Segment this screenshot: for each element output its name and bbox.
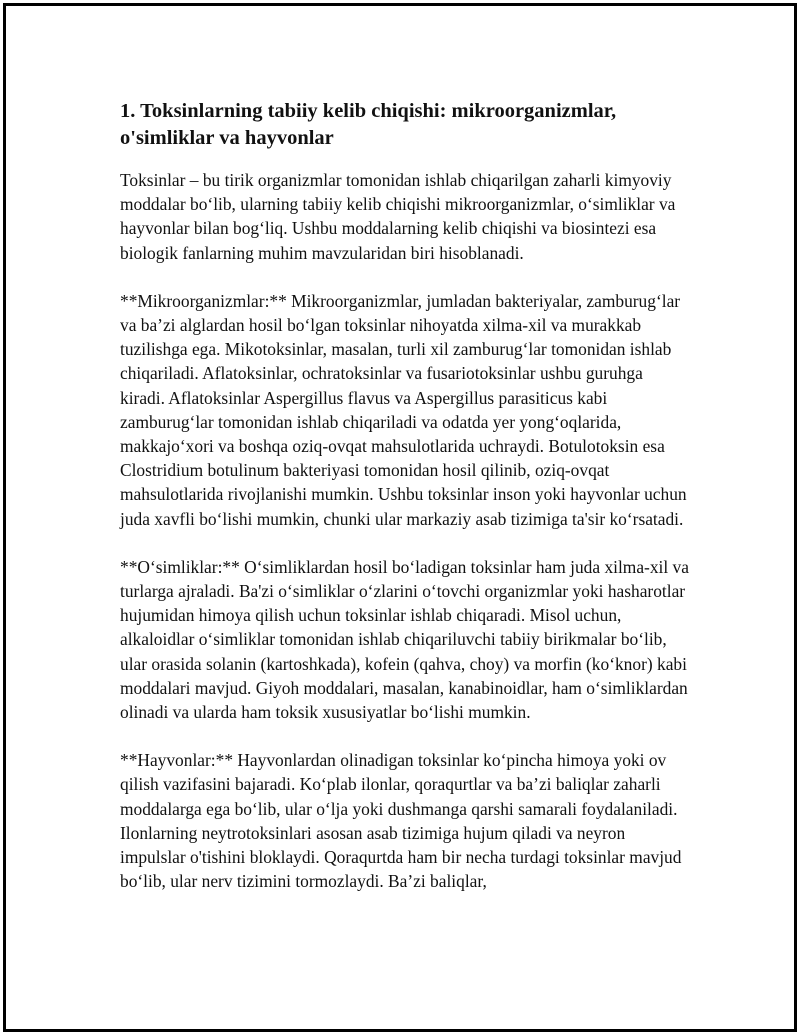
paragraph-animals: **Hayvonlar:** Hayvonlardan olinadigan toksinlar ko‘pincha himoya yoki ov qilish vazifasini bajaradi. Ko‘plab ilonlar, qoraqurtlar va ba’zi baliqlar zaharli moddalarga ega bo‘lib, ular o‘lja yoki dushmanga qarshi samarali foydalaniladi. Ilonlarning neytrotoksinlari asosan asab tizimiga hujum qiladi va neyron impulslar o'tishini bloklaydi. Qoraqurtda ham bir necha turdagi toksinlar mavjud bo‘lib, ular nerv tizimini tormozlaydi. Ba’zi baliqlar, [120, 750, 682, 892]
paragraph-microorganisms: **Mikroorganizmlar:** Mikroorganizmlar, jumladan bakteriyalar, zamburug‘lar va ba’zi alglardan hosil bo‘lgan toksinlar nihoyatda xilma-xil va murakkab tuzilishga ega. Mikotoksinlar, masalan, turli xil zamburug‘lar tomonidan ishlab chiqariladi. Aflatoksinlar, ochratoksinlar va fusariotoksinlar ushbu guruhga kiradi. Aflatoksinlar Aspergillus flavus va Aspergillus parasiticus kabi zamburug‘lar tomonidan ishlab chiqariladi va odatda yer yong‘oqlarida, makkajo‘xori va boshqa oziq-ovqat mahsulotlarida uchraydi. Botulotoksin esa Clostridium botulinum bakteriyasi tomonidan hosil qilinib, oziq-ovqat mahsulotlarida rivojlanishi mumkin. Ushbu toksinlar inson yoki hayvonlar uchun juda xavfli bo‘lishi mumkin, chunki ular markaziy asab tizimiga ta'sir ko‘rsatadi. [120, 290, 687, 529]
paragraph-plants: **O‘simliklar:** O‘simliklardan hosil bo‘ladigan toksinlar ham juda xilma-xil va turlarga ajraladi. Ba'zi o‘simliklar o‘zlarini o‘tovchi organizmlar yoki hasharotlar hujumidan himoya qilish uchun toksinlar ishlab chiqaradi. Misol uchun, alkaloidlar o‘simliklar tomonidan ishlab chiqariluvchi tabiiy birikmalar bo‘lib, ular orasida solanin (kartoshkada), kofein (qahva, choy) va morfin (ko‘knor) kabi moddalari mavjud. Giyoh moddalari, masalan, kanabinoidlar, ham o‘simliklardan olinadi va ularda ham toksik xususiyatlar bo‘lishi mumkin. [120, 556, 689, 723]
section-heading: 1. Toksinlarning tabiiy kelib chiqishi: mikroorganizmlar, o'simliklar va hayvonlar [120, 100, 617, 149]
document-page [3, 3, 797, 1032]
paragraph-intro: Toksinlar – bu tirik organizmlar tomonidan ishlab chiqarilgan zaharli kimyoviy moddalar bo‘lib, ularning tabiiy kelib chiqishi mikroorganizmlar, o‘simliklar va hayvonlar bilan bog‘liq. Ushbu moddalarning kelib chiqishi va biosintezi esa biologik fanlarning muhim mavzularidan biri hisoblanadi. [120, 170, 676, 263]
document-body [120, 98, 692, 917]
